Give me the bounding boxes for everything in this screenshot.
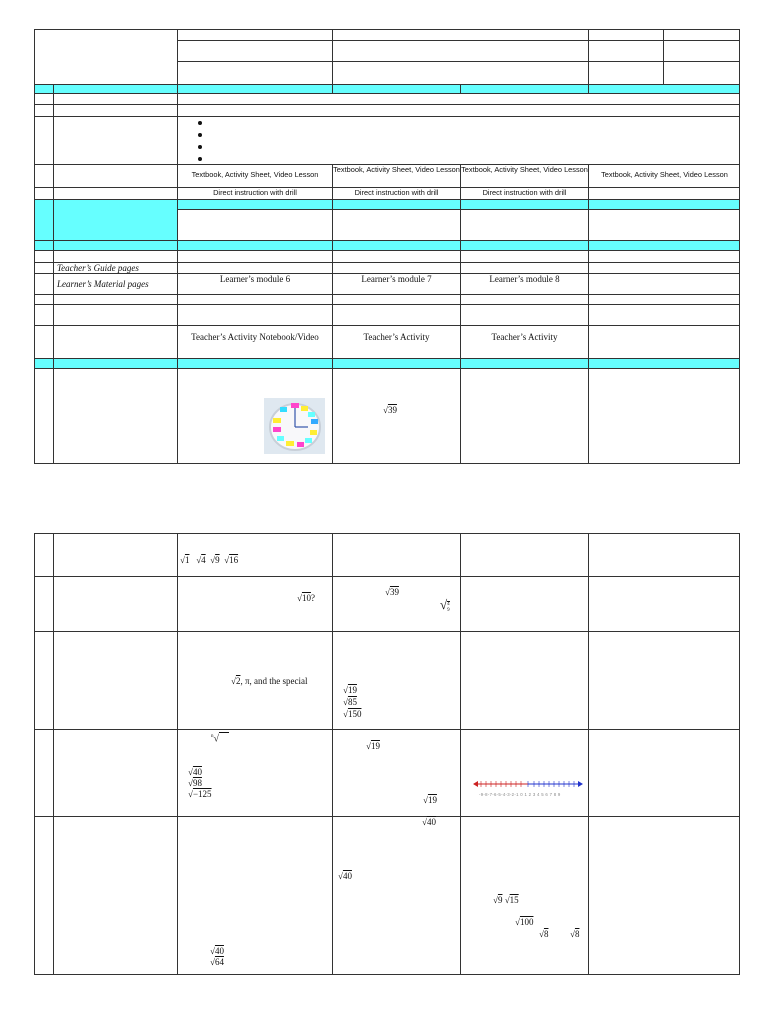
- bullet-icon: [198, 145, 202, 149]
- roots-list: √40 √98 √−125: [188, 767, 212, 799]
- sqrt-19: √19: [366, 741, 380, 751]
- sqrt-100: √100: [515, 917, 534, 927]
- sqrt-fraction: √4 9: [440, 597, 450, 613]
- materials-day2: Textbook, Activity Sheet, Video Lesson: [333, 165, 460, 174]
- sqrt-39: √39: [383, 405, 397, 415]
- irrational-roots-list: √19 √85 √150: [343, 685, 362, 719]
- learners-material-label: Learner’s Material pages: [57, 279, 149, 289]
- strategy-day1: Direct instruction with drill: [213, 188, 297, 197]
- bullet-icon: [198, 157, 202, 161]
- irrational-examples: √2, π, and the special: [231, 676, 308, 686]
- section-band: [35, 84, 739, 93]
- materials-day1: Textbook, Activity Sheet, Video Lesson: [191, 170, 319, 179]
- lm-day1: Learner’s module 6: [219, 274, 291, 284]
- number-line: [473, 777, 583, 803]
- table-border: [34, 533, 740, 975]
- resources-day1: Teacher’s Activity Notebook/Video: [191, 332, 319, 342]
- lm-day3: Learner’s module 8: [489, 274, 560, 284]
- bullet-icon: [198, 121, 202, 125]
- bullet-icon: [198, 133, 202, 137]
- section-band: [35, 358, 739, 368]
- strategy-day2: Direct instruction with drill: [354, 188, 439, 197]
- sqrt-pair: √9 √15: [493, 895, 519, 905]
- sqrt-8: √8: [539, 929, 549, 939]
- strategy-day3: Direct instruction with drill: [482, 188, 567, 197]
- roots-list: √40 √64: [210, 946, 224, 967]
- sqrt-19: √19: [423, 795, 437, 805]
- perfect-square-roots: √1 √4 √9 √16: [180, 555, 239, 565]
- sqrt-40: √40: [422, 817, 436, 827]
- number-line-labels: -9-8-7-6-5-4-3-2-1 0 1 2 3 4 5 6 7 8 9: [479, 792, 561, 797]
- sqrt-8: √8: [570, 929, 580, 939]
- square-root-clock-image: [264, 398, 325, 454]
- sqrt-40: √40: [338, 871, 352, 881]
- section-band: [35, 241, 739, 250]
- resources-day2: Teacher’s Activity: [363, 332, 430, 342]
- resources-day3: Teacher’s Activity: [491, 332, 558, 342]
- materials-day4: Textbook, Activity Sheet, Video Lesson: [601, 170, 728, 179]
- materials-day3: Textbook, Activity Sheet, Video Lesson: [461, 165, 588, 174]
- sqrt-39: √39: [385, 587, 399, 597]
- lm-day2: Learner’s module 7: [361, 274, 432, 284]
- sqrt-10: √10?: [297, 593, 315, 603]
- nth-root-symbol: $^n$√: [211, 733, 219, 745]
- teachers-guide-label: Teacher’s Guide pages: [57, 263, 139, 273]
